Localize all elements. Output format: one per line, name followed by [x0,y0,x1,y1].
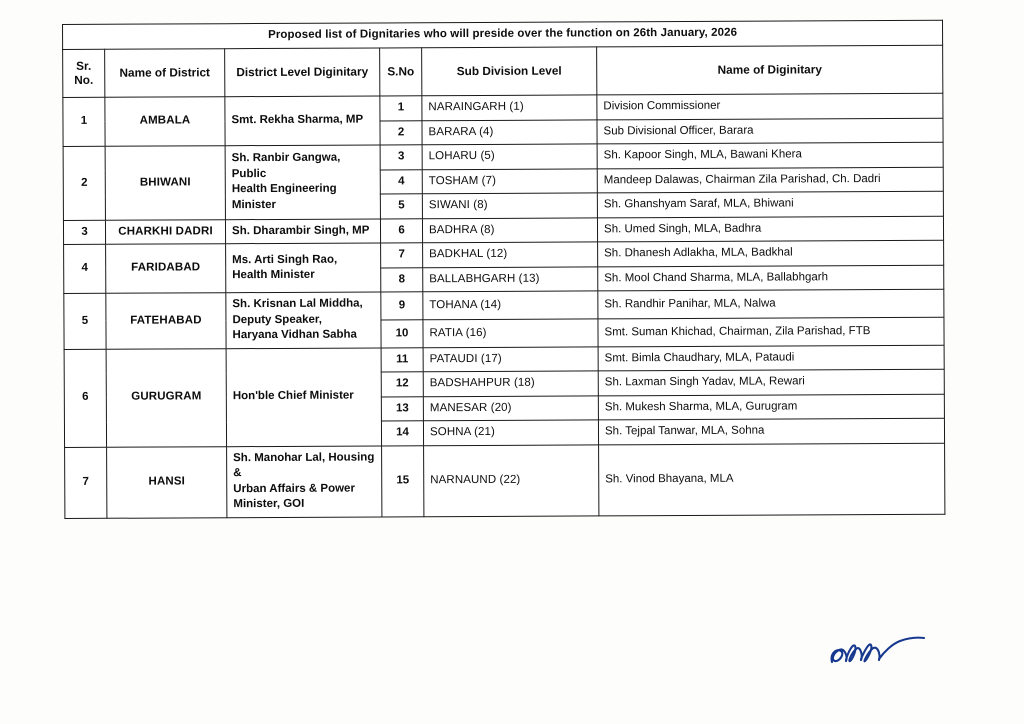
cell-sub-division-dignitary: Mandeep Dalawas, Chairman Zila Parishad, Ch. Dadri [597,167,943,193]
cell-district-level-dignitary: Sh. Ranbir Gangwa, Public Health Engineering Minister [225,145,380,219]
cell-sr-no: 1 [63,97,105,146]
cell-sub-division: TOSHAM (7) [422,168,597,193]
cell-s-no: 10 [381,320,423,348]
cell-sub-division-dignitary: Sh. Kapoor Singh, MLA, Bawani Khera [597,142,943,168]
cell-sub-division-dignitary: Sh. Umed Singh, MLA, Badhra [597,216,943,242]
table-row [64,289,944,321]
cell-s-no: 1 [380,96,422,121]
dignitaries-table [62,20,945,519]
cell-sub-division: RATIA (16) [423,319,598,348]
cell-sub-division: TOHANA (14) [423,291,598,320]
cell-sub-division: NARAINGARH (1) [422,95,597,120]
cell-s-no: 9 [381,292,423,320]
table-row [65,443,945,518]
cell-s-no: 3 [380,145,422,170]
cell-sub-division-dignitary: Sh. Tejpal Tanwar, MLA, Sohna [598,418,944,444]
cell-district-level-dignitary: Sh. Krisnan Lal Middha, Deputy Speaker, Haryana Vidhan Sabha [226,292,381,348]
cell-sub-division-dignitary: Sh. Randhir Panihar, MLA, Nalwa [598,289,944,318]
cell-district-name: AMBALA [105,97,225,147]
cell-sub-division: PATAUDI (17) [423,347,598,372]
cell-district-name: BHIWANI [105,146,225,220]
cell-district-level-dignitary: Smt. Rekha Sharma, MP [225,96,380,146]
cell-district-name: HANSI [107,446,227,518]
cell-s-no: 8 [381,267,423,292]
header-sr-no: Sr. No. [63,49,105,98]
cell-sr-no: 2 [63,146,105,220]
cell-district-level-dignitary: Sh. Dharambir Singh, MP [225,219,380,244]
cell-s-no: 4 [380,169,422,194]
header-s-no: S.No [380,47,422,96]
cell-s-no: 6 [380,218,422,243]
cell-district-name: CHARKHI DADRI [105,219,225,244]
cell-sub-division: BALLABHGARH (13) [423,266,598,291]
header-name-of-dignitary: Name of Diginitary [597,45,943,95]
cell-s-no: 5 [380,194,422,219]
cell-sr-no: 5 [64,293,106,349]
cell-sub-division-dignitary: Sh. Mool Chand Sharma, MLA, Ballabhgarh [598,265,944,291]
cell-sub-division: LOHARU (5) [422,144,597,169]
cell-sub-division-dignitary: Sh. Dhanesh Adlakha, MLA, Badkhal [598,240,944,266]
header-row [63,45,943,98]
document-title: Proposed list of Dignitaries who will preside over the function on 26th January, 2026 [63,20,943,49]
cell-sub-division: BADSHAHPUR (18) [423,371,598,396]
cell-sr-no: 7 [65,447,107,518]
cell-s-no: 13 [381,396,423,421]
cell-sub-division: BADKHAL (12) [423,242,598,267]
cell-sub-division: BARARA (4) [422,119,597,144]
cell-sub-division-dignitary: Sh. Vinod Bhayana, MLA [599,443,945,516]
header-name-of-district: Name of District [105,48,225,97]
cell-s-no: 11 [381,347,423,372]
header-district-level-dignitary: District Level Diginitary [225,47,380,96]
cell-sub-division-dignitary: Smt. Suman Khichad, Chairman, Zila Parishad, FTB [598,317,944,346]
cell-district-level-dignitary: Ms. Arti Singh Rao, Health Minister [226,243,381,293]
cell-district-name: GURUGRAM [106,348,226,447]
cell-district-level-dignitary: Sh. Manohar Lal, Housing & Urban Affairs & Power Minister, GOI [227,446,382,518]
cell-sub-division: NARNAUND (22) [424,445,599,517]
cell-sub-division-dignitary: Sub Divisional Officer, Barara [597,118,943,144]
cell-sub-division-dignitary: Sh. Laxman Singh Yadav, MLA, Rewari [598,369,944,395]
cell-sub-division-dignitary: Sh. Mukesh Sharma, MLA, Gurugram [598,394,944,420]
cell-sub-division: BADHRA (8) [422,217,597,242]
cell-district-name: FARIDABAD [106,244,226,294]
cell-sub-division: SOHNA (21) [423,420,598,445]
cell-sub-division-dignitary: Smt. Bimla Chaudhary, MLA, Pataudi [598,345,944,371]
cell-sub-division-dignitary: Division Commissioner [597,93,943,119]
cell-s-no: 15 [382,445,424,516]
cell-s-no: 12 [381,372,423,397]
cell-sr-no: 6 [64,349,106,447]
cell-district-level-dignitary: Hon'ble Chief Minister [226,348,381,447]
cell-sub-division-dignitary: Sh. Ghanshyam Saraf, MLA, Bhiwani [597,191,943,217]
table-container [62,20,944,519]
cell-s-no: 7 [381,243,423,268]
cell-sr-no: 4 [64,244,106,293]
header-sub-division-level: Sub Division Level [422,46,597,95]
cell-district-name: FATEHABAD [106,293,226,349]
cell-sub-division: SIWANI (8) [422,193,597,218]
cell-sub-division: MANESAR (20) [423,396,598,421]
cell-s-no: 14 [381,421,423,446]
handwritten-signature [820,628,940,680]
cell-sr-no: 3 [63,220,105,245]
cell-s-no: 2 [380,120,422,145]
